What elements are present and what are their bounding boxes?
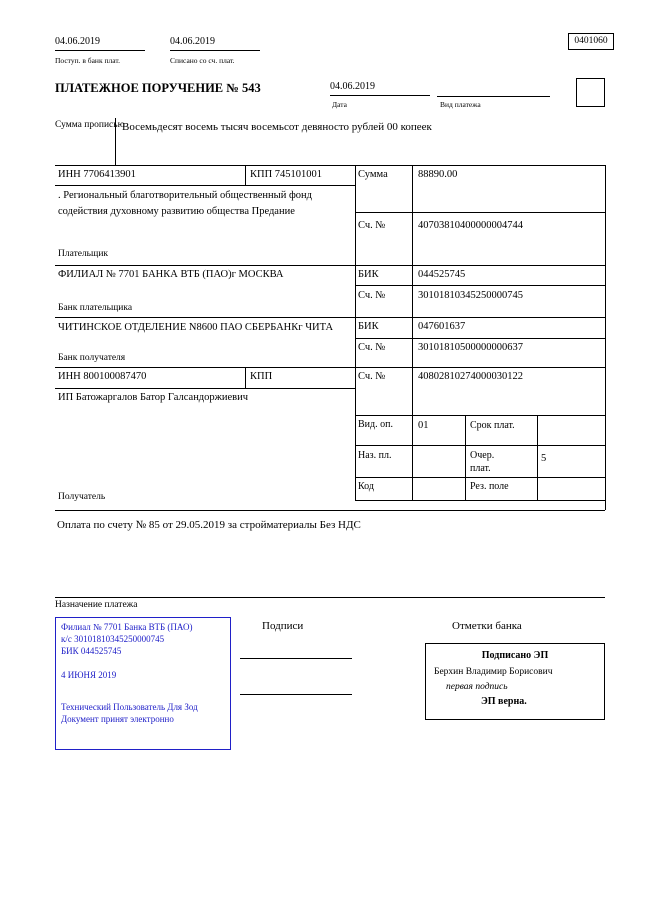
stamp-note: Документ принят электронно xyxy=(61,714,174,724)
grid-hline xyxy=(55,597,605,598)
signed-ep-text: Подписано ЭП xyxy=(481,650,549,661)
received-date-field: 04.06.2019 xyxy=(55,36,145,51)
payee-bank-bik-label: БИК xyxy=(358,321,379,332)
kod-label: Код xyxy=(358,481,374,492)
amount-divider-vline xyxy=(115,118,116,165)
grid-hline xyxy=(355,500,605,501)
sum-label: Сумма xyxy=(358,169,388,180)
amount-words-label: Сумма прописью xyxy=(55,120,125,130)
payee-kpp: КПП xyxy=(250,371,273,382)
rez-pole-label: Рез. поле xyxy=(470,481,509,492)
amount-words-text: Восемьдесят восемь тысяч восемьсот девяносто рублей 00 копеек xyxy=(122,121,432,133)
document-date-field: 04.06.2019 xyxy=(330,81,430,96)
purpose-text: Оплата по счету № 85 от 29.05.2019 за стройматериалы Без НДС xyxy=(57,519,361,531)
grid-vline xyxy=(465,415,466,500)
srok-plat-label: Срок плат. xyxy=(470,420,515,431)
signature-line-1 xyxy=(240,645,352,659)
payee-bank-name: ЧИТИНСКОЕ ОТДЕЛЕНИЕ N8600 ПАО СБЕРБАНКг ЧИТА xyxy=(58,322,334,333)
purpose-label: Назначение платежа xyxy=(55,600,138,610)
grid-hline xyxy=(55,388,355,389)
payee-bank-bik: 047601637 xyxy=(418,321,466,332)
grid-vline xyxy=(355,165,356,500)
bank-marks-box xyxy=(425,643,605,720)
grid-vline xyxy=(537,415,538,500)
bank-marks-label: Отметки банка xyxy=(452,620,522,632)
received-date-label: Поступ. в банк плат. xyxy=(55,56,120,65)
grid-hline xyxy=(55,185,355,186)
payer-inn: ИНН 7706413901 xyxy=(58,169,136,180)
payer-bank-account: 30101810345250000745 xyxy=(418,290,523,301)
grid-hline xyxy=(355,285,605,286)
grid-hline xyxy=(55,317,605,318)
payee-account: 40802810274000030122 xyxy=(418,371,523,382)
stamp-bik: БИК 044525745 xyxy=(61,646,122,656)
grid-hline xyxy=(355,477,605,478)
payee-name: ИП Батожаргалов Батор Галсандоржиевич xyxy=(58,392,249,403)
grid-hline xyxy=(55,367,605,368)
payer-account-label: Сч. № xyxy=(358,220,386,231)
payee-section-label: Получатель xyxy=(58,492,106,502)
vid-op-label: Вид. оп. xyxy=(358,419,393,430)
payer-bank-bik: 044525745 xyxy=(418,269,466,280)
grid-vline xyxy=(605,165,606,510)
payee-account-label: Сч. № xyxy=(358,371,386,382)
debited-date-field: 04.06.2019 xyxy=(170,36,260,51)
payee-bank-account-label: Сч. № xyxy=(358,342,386,353)
sum-value: 88890.00 xyxy=(418,169,458,180)
payer-account: 40703810400000004744 xyxy=(418,220,523,231)
debited-date-label: Списано со сч. плат. xyxy=(170,56,235,65)
signer-name: Берхин Владимир Борисович xyxy=(434,667,553,677)
grid-vline xyxy=(412,165,413,500)
form-code-box: 0401060 xyxy=(568,33,614,50)
grid-hline xyxy=(55,265,605,266)
payer-bank-section-label: Банк плательщика xyxy=(58,303,133,313)
payer-name: . Региональный благотворительный общественный фонд содействия духовному развитию общества Предание xyxy=(58,190,312,217)
ocher-plat-label: Очер. плат. xyxy=(470,450,495,474)
grid-vline xyxy=(245,165,246,185)
payee-bank-account: 30101810500000000637 xyxy=(418,342,523,353)
grid-hline xyxy=(355,445,605,446)
grid-hline xyxy=(55,510,605,511)
stamp-operator: Технический Пользователь Для Зод xyxy=(61,702,198,712)
grid-hline xyxy=(355,212,605,213)
bank-stamp-box xyxy=(55,617,231,750)
vid-op-value: 01 xyxy=(418,420,429,431)
ocher-plat-value: 5 xyxy=(541,453,547,464)
payer-bank-account-label: Сч. № xyxy=(358,290,386,301)
payer-kpp: КПП 745101001 xyxy=(250,169,323,180)
payee-inn: ИНН 800100087470 xyxy=(58,371,147,382)
document-date-label: Дата xyxy=(332,100,347,109)
document-title: ПЛАТЕЖНОЕ ПОРУЧЕНИЕ № 543 xyxy=(55,81,261,95)
grid-hline xyxy=(355,338,605,339)
grid-hline xyxy=(55,165,605,166)
payee-bank-section-label: Банк получателя xyxy=(58,353,126,363)
grid-vline xyxy=(245,367,246,388)
signature-line-2 xyxy=(240,681,352,695)
signatures-label: Подписи xyxy=(262,620,304,632)
payer-bank-name: ФИЛИАЛ № 7701 БАНКА ВТБ (ПАО)г МОСКВА xyxy=(58,269,284,280)
grid-hline xyxy=(355,415,605,416)
stamp-date: 4 ИЮНЯ 2019 xyxy=(61,670,117,680)
payment-kind-field xyxy=(437,81,550,97)
naz-pl-label: Наз. пл. xyxy=(358,450,392,461)
ep-verified-text: ЭП верна. xyxy=(481,696,527,707)
stamp-corr-account: к/с 30101810345250000745 xyxy=(61,634,165,644)
payer-section-label: Плательщик xyxy=(58,249,109,259)
signature-type: первая подпись xyxy=(446,682,508,692)
stamp-bank-name: Филиал № 7701 Банка ВТБ (ПАО) xyxy=(61,622,193,632)
payer-status-box xyxy=(576,78,605,107)
payment-kind-label: Вид платежа xyxy=(440,100,481,109)
payer-bank-bik-label: БИК xyxy=(358,269,379,280)
